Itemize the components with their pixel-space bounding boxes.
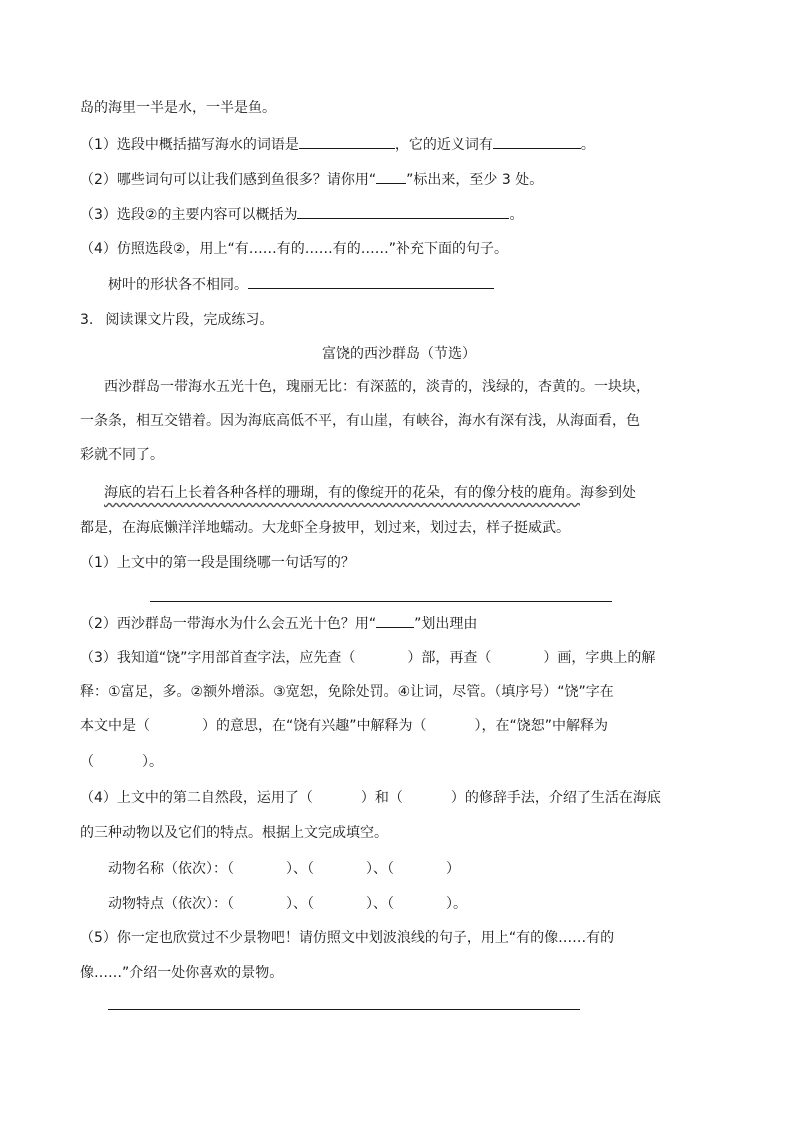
paren-close: ）。 [446, 896, 467, 912]
answer-line[interactable] [108, 1009, 580, 1010]
q2-item-1-text-b: ，它的近义词有 [394, 137, 493, 153]
paren-sep: ）、（ [366, 861, 394, 877]
q3-item-2 [80, 613, 477, 634]
q2-item-3 [80, 204, 523, 225]
paren-sep: ）、（ [286, 861, 314, 877]
q3-item-3-text-b: ）部，再查（ [407, 650, 492, 666]
passage-title: 富饶的西沙群岛（节选） [322, 346, 476, 362]
question-number: 3. [80, 312, 94, 328]
q2-item-2-text-b: ”标出来，至少 3 处。 [406, 172, 544, 188]
q2-item-3-text-b: 。 [509, 207, 524, 223]
q2-item-2 [80, 169, 543, 190]
question-instruction: 阅读课文片段，完成练习。 [105, 312, 274, 328]
q3-item-3-line1 [80, 648, 655, 668]
underline-mark-sample [376, 613, 414, 628]
q3-item-4-animal-names [108, 859, 460, 879]
q3-item-2-text-a: （2）西沙群岛一带海水为什么会五光十色？用“ [80, 616, 377, 632]
q3-item-3-line4 [80, 752, 163, 772]
q3-item-5-line2: 像……”介绍一处你喜欢的景物。 [80, 965, 284, 981]
q3-item-3-text-c: ）画，字典上的解 [543, 650, 656, 666]
passage-para2-line1-rest: 海参到处 [580, 485, 636, 501]
q2-item-1-text-c: 。 [580, 137, 595, 153]
q3-item-2-text-b: ”划出理由 [414, 616, 478, 632]
paren-sep: ）、（ [366, 896, 394, 912]
q3-item-4-animal-traits [108, 894, 467, 914]
q3-item-1: （1）上文中的第一段是围绕哪一句话写的？ [80, 555, 355, 571]
passage-para1-line1: 西沙群岛一带海水五光十色，瑰丽无比：有深蓝的，淡青的，浅绿的，杏黄的。一块块， [104, 379, 650, 395]
q3-item-3-text-h: ）。 [142, 754, 163, 770]
animal-names-label: 动物名称（依次）：（ [108, 861, 234, 877]
q3-item-5-line1: （5）你一定也欣赏过不少景物吧！请仿照文中划波浪线的句子，用上“有的像……有的 [80, 930, 615, 946]
passage-para2-line2: 都是，在海底懒洋洋地蠕动。大龙虾全身披甲，划过来，划过去，样子挺威武。 [80, 520, 570, 536]
q3-item-3-text-g: （ [80, 754, 94, 770]
paren-close: ） [446, 861, 460, 877]
q2-item-1 [80, 134, 595, 155]
q3-item-4-text-a: （4）上文中的第二自然段，运用了（ [80, 790, 313, 806]
paren-sep: ）、（ [286, 896, 314, 912]
q3-item-4-line2: 的三种动物以及它们的特点。根据上文完成填空。 [80, 825, 388, 841]
q3-item-3-text-e: ）的意思，在“饶有兴趣”中解释为（ [202, 718, 427, 734]
q2-item-4-prompt-text: 树叶的形状各不相同。 [108, 277, 248, 293]
q3-heading [80, 310, 273, 330]
q3-item-4-text-c: ）的修辞手法，介绍了生活在海底 [450, 790, 661, 806]
q2-item-4-prompt [108, 274, 494, 295]
q2-item-4: （4）仿照选段②，用上“有……有的……有的……”补充下面的句子。 [80, 241, 508, 257]
underline-mark-sample [376, 169, 406, 184]
q3-item-3-line2: 释：①富足，多。②额外增添。③宽恕，免除处罚。④让词，尽管。（填序号）“饶”字在 [80, 684, 614, 700]
animal-traits-label: 动物特点（依次）：（ [108, 896, 234, 912]
q3-item-4-text-b: ）和（ [360, 790, 403, 806]
q2-item-1-text-a: （1）选段中概括描写海水的词语是 [80, 137, 299, 153]
q2-item-3-text-a: （3）选段②的主要内容可以概括为 [80, 207, 298, 223]
passage-para1-line3: 彩就不同了。 [80, 447, 164, 463]
answer-blank[interactable] [248, 274, 494, 289]
answer-blank[interactable] [297, 204, 509, 219]
wavy-underlined-sentence: 海底的岩石上长着各种各样的珊瑚，有的像绽开的花朵，有的像分枝的鹿角。 [104, 485, 580, 501]
q3-item-3-text-f: ），在“饶恕”中解释为 [474, 718, 609, 734]
answer-blank[interactable] [493, 134, 581, 149]
q3-item-4-line1 [80, 788, 661, 808]
q3-item-3-text-d: 本文中是（ [80, 718, 150, 734]
passage-continuation: 岛的海里一半是水，一半是鱼。 [80, 100, 276, 116]
q3-item-3-text-a: （3）我知道“饶”字用部首查字法，应先查（ [80, 650, 356, 666]
q3-item-3-line3 [80, 716, 608, 736]
passage-para2-line1 [104, 483, 636, 503]
answer-line[interactable] [150, 601, 612, 602]
answer-blank[interactable] [299, 134, 395, 149]
q2-item-2-text-a: （2）哪些词句可以让我们感到鱼很多？请你用“ [80, 172, 377, 188]
passage-para1-line2: 一条条，相互交错着。因为海底高低不平，有山崖，有峡谷，海水有深有浅，从海面看，色 [80, 413, 640, 429]
